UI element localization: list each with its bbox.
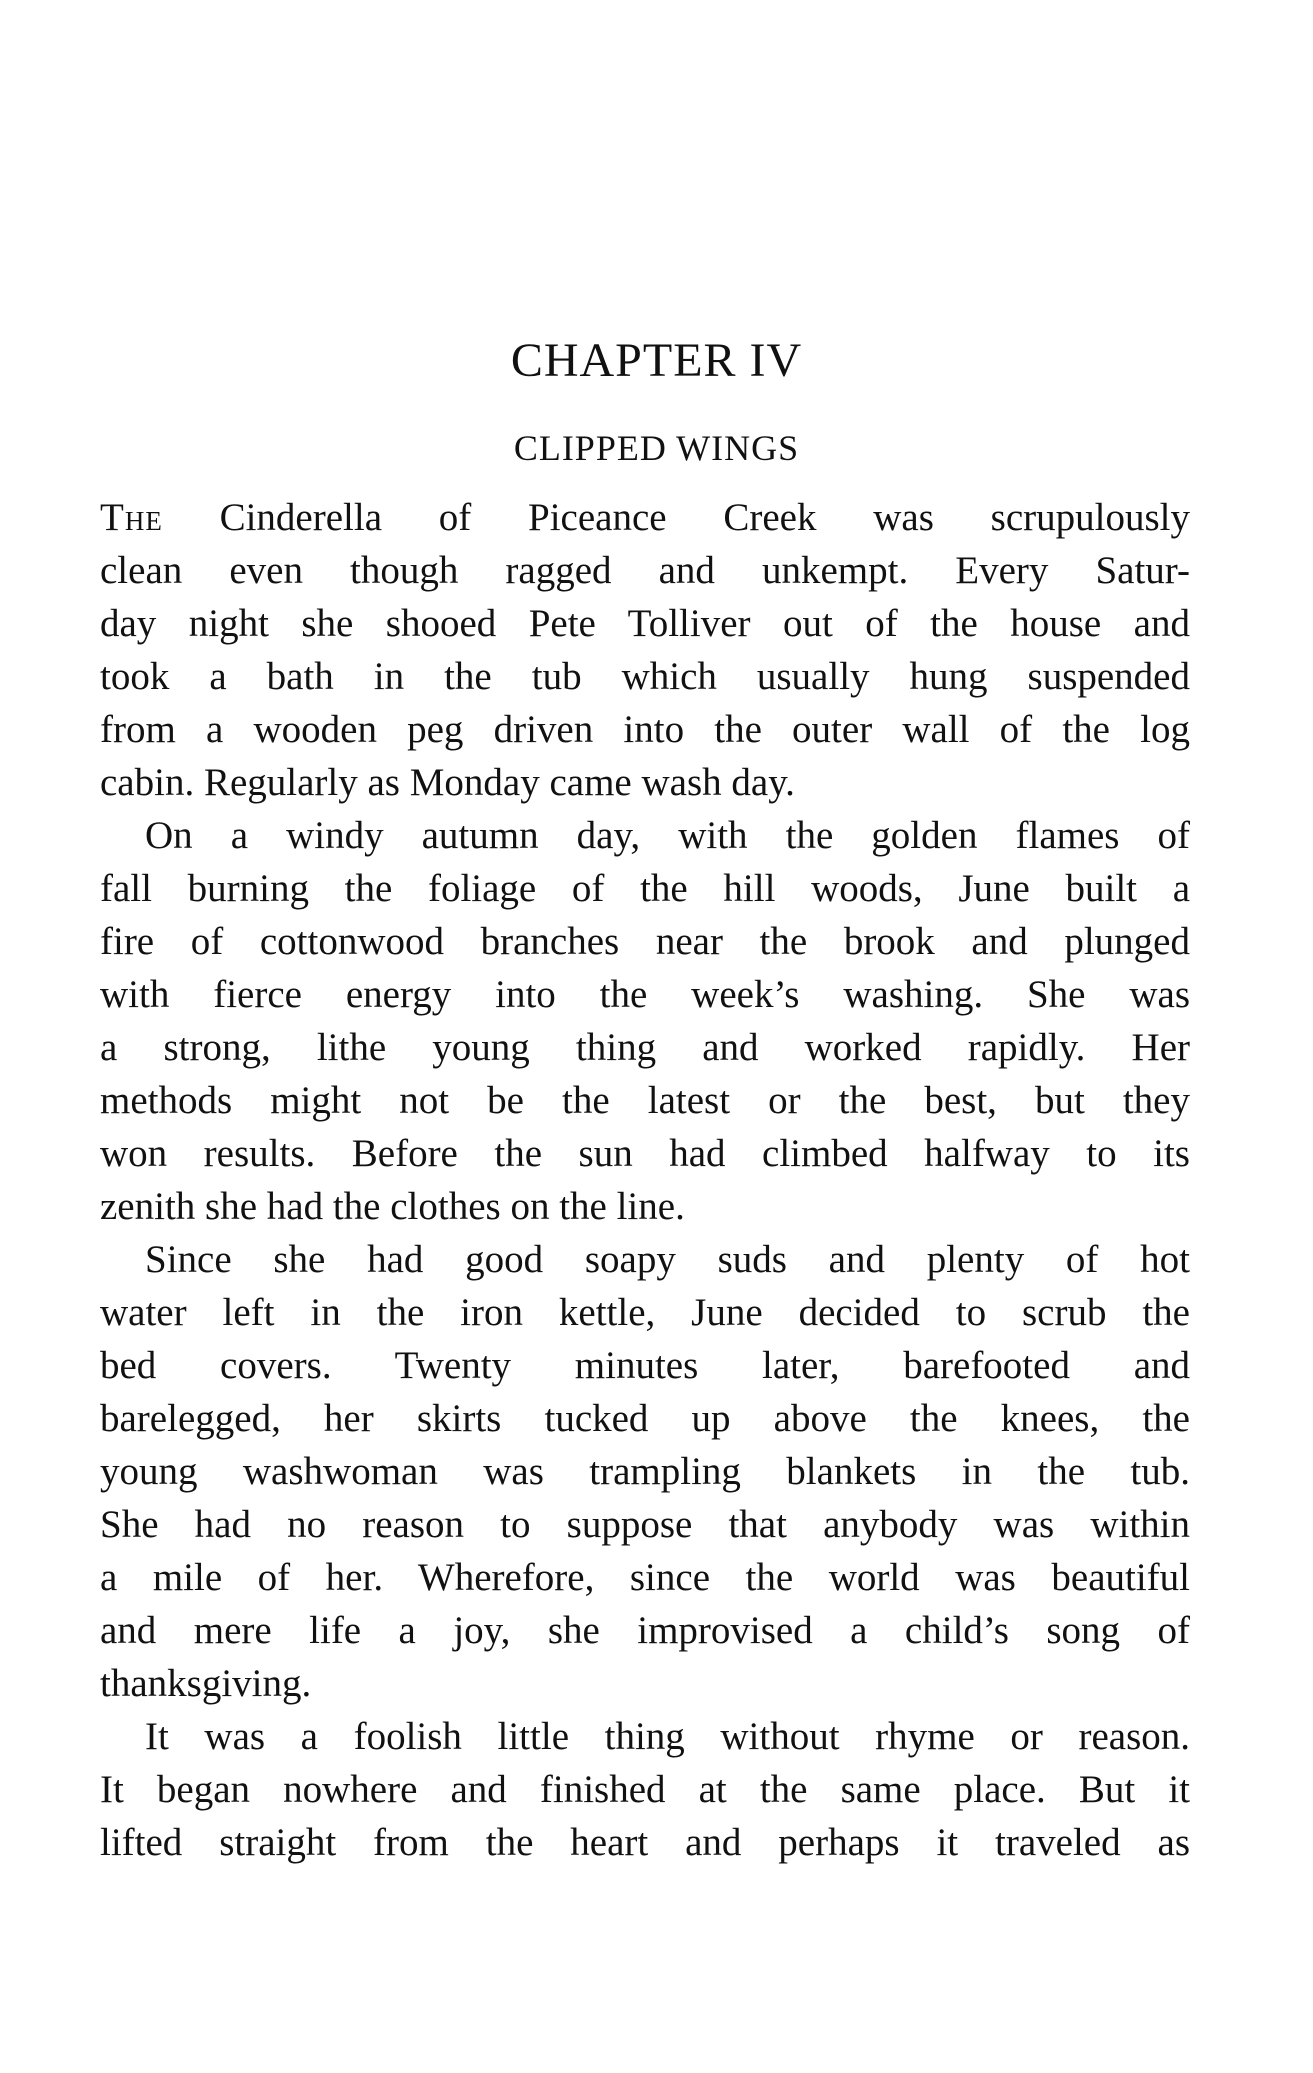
body-text xyxy=(100,491,1190,1869)
text-line: and mere life a joy, she improvised a child’s song of xyxy=(100,1609,1190,1652)
text-line: barelegged, her skirts tucked up above the knees, the xyxy=(100,1397,1190,1440)
text-line: Since she had good soapy suds and plenty of hot xyxy=(145,1238,1190,1281)
text-line: day night she shooed Pete Tolliver out of the house and xyxy=(100,602,1190,645)
text-line: cabin. Regularly as Monday came wash day. xyxy=(100,761,795,804)
chapter-title: CLIPPED WINGS xyxy=(513,428,800,468)
text-line: won results. Before the sun had climbed halfway to its xyxy=(100,1132,1190,1175)
text-line: lifted straight from the heart and perhaps it traveled as xyxy=(100,1821,1190,1864)
text-line: took a bath in the tub which usually hung suspended xyxy=(100,655,1190,698)
text-line: methods might not be the latest or the best, but they xyxy=(100,1079,1190,1122)
text-line: fire of cottonwood branches near the brook and plunged xyxy=(100,920,1190,963)
text-line: a mile of her. Wherefore, since the world was beautiful xyxy=(100,1556,1190,1599)
text-line: It began nowhere and finished at the same place. But it xyxy=(100,1768,1190,1811)
text-line: On a windy autumn day, with the golden flames of xyxy=(145,814,1190,857)
chapter-heading: CHAPTER IV xyxy=(510,334,803,387)
lead-word: The xyxy=(100,496,163,539)
text-line: young washwoman was trampling blankets in the tub. xyxy=(100,1450,1190,1493)
text-line xyxy=(100,491,1190,544)
text-line: water left in the iron kettle, June decided to scrub the xyxy=(100,1291,1190,1334)
text-line-content: Cinderella of Piceance Creek was scrupulously xyxy=(162,496,1190,539)
text-line: She had no reason to suppose that anybody was within xyxy=(100,1503,1190,1546)
text-line: with fierce energy into the week’s washing. She was xyxy=(100,973,1190,1016)
text-line: clean even though ragged and unkempt. Every Satur- xyxy=(100,549,1190,592)
text-line: a strong, lithe young thing and worked rapidly. Her xyxy=(100,1026,1190,1069)
text-line: zenith she had the clothes on the line. xyxy=(100,1185,685,1228)
text-line: bed covers. Twenty minutes later, barefooted and xyxy=(100,1344,1190,1387)
text-line: from a wooden peg driven into the outer wall of the log xyxy=(100,708,1190,751)
text-line: fall burning the foliage of the hill woods, June built a xyxy=(100,867,1190,910)
text-line: thanksgiving. xyxy=(100,1662,312,1705)
text-line: It was a foolish little thing without rhyme or reason. xyxy=(145,1715,1190,1758)
